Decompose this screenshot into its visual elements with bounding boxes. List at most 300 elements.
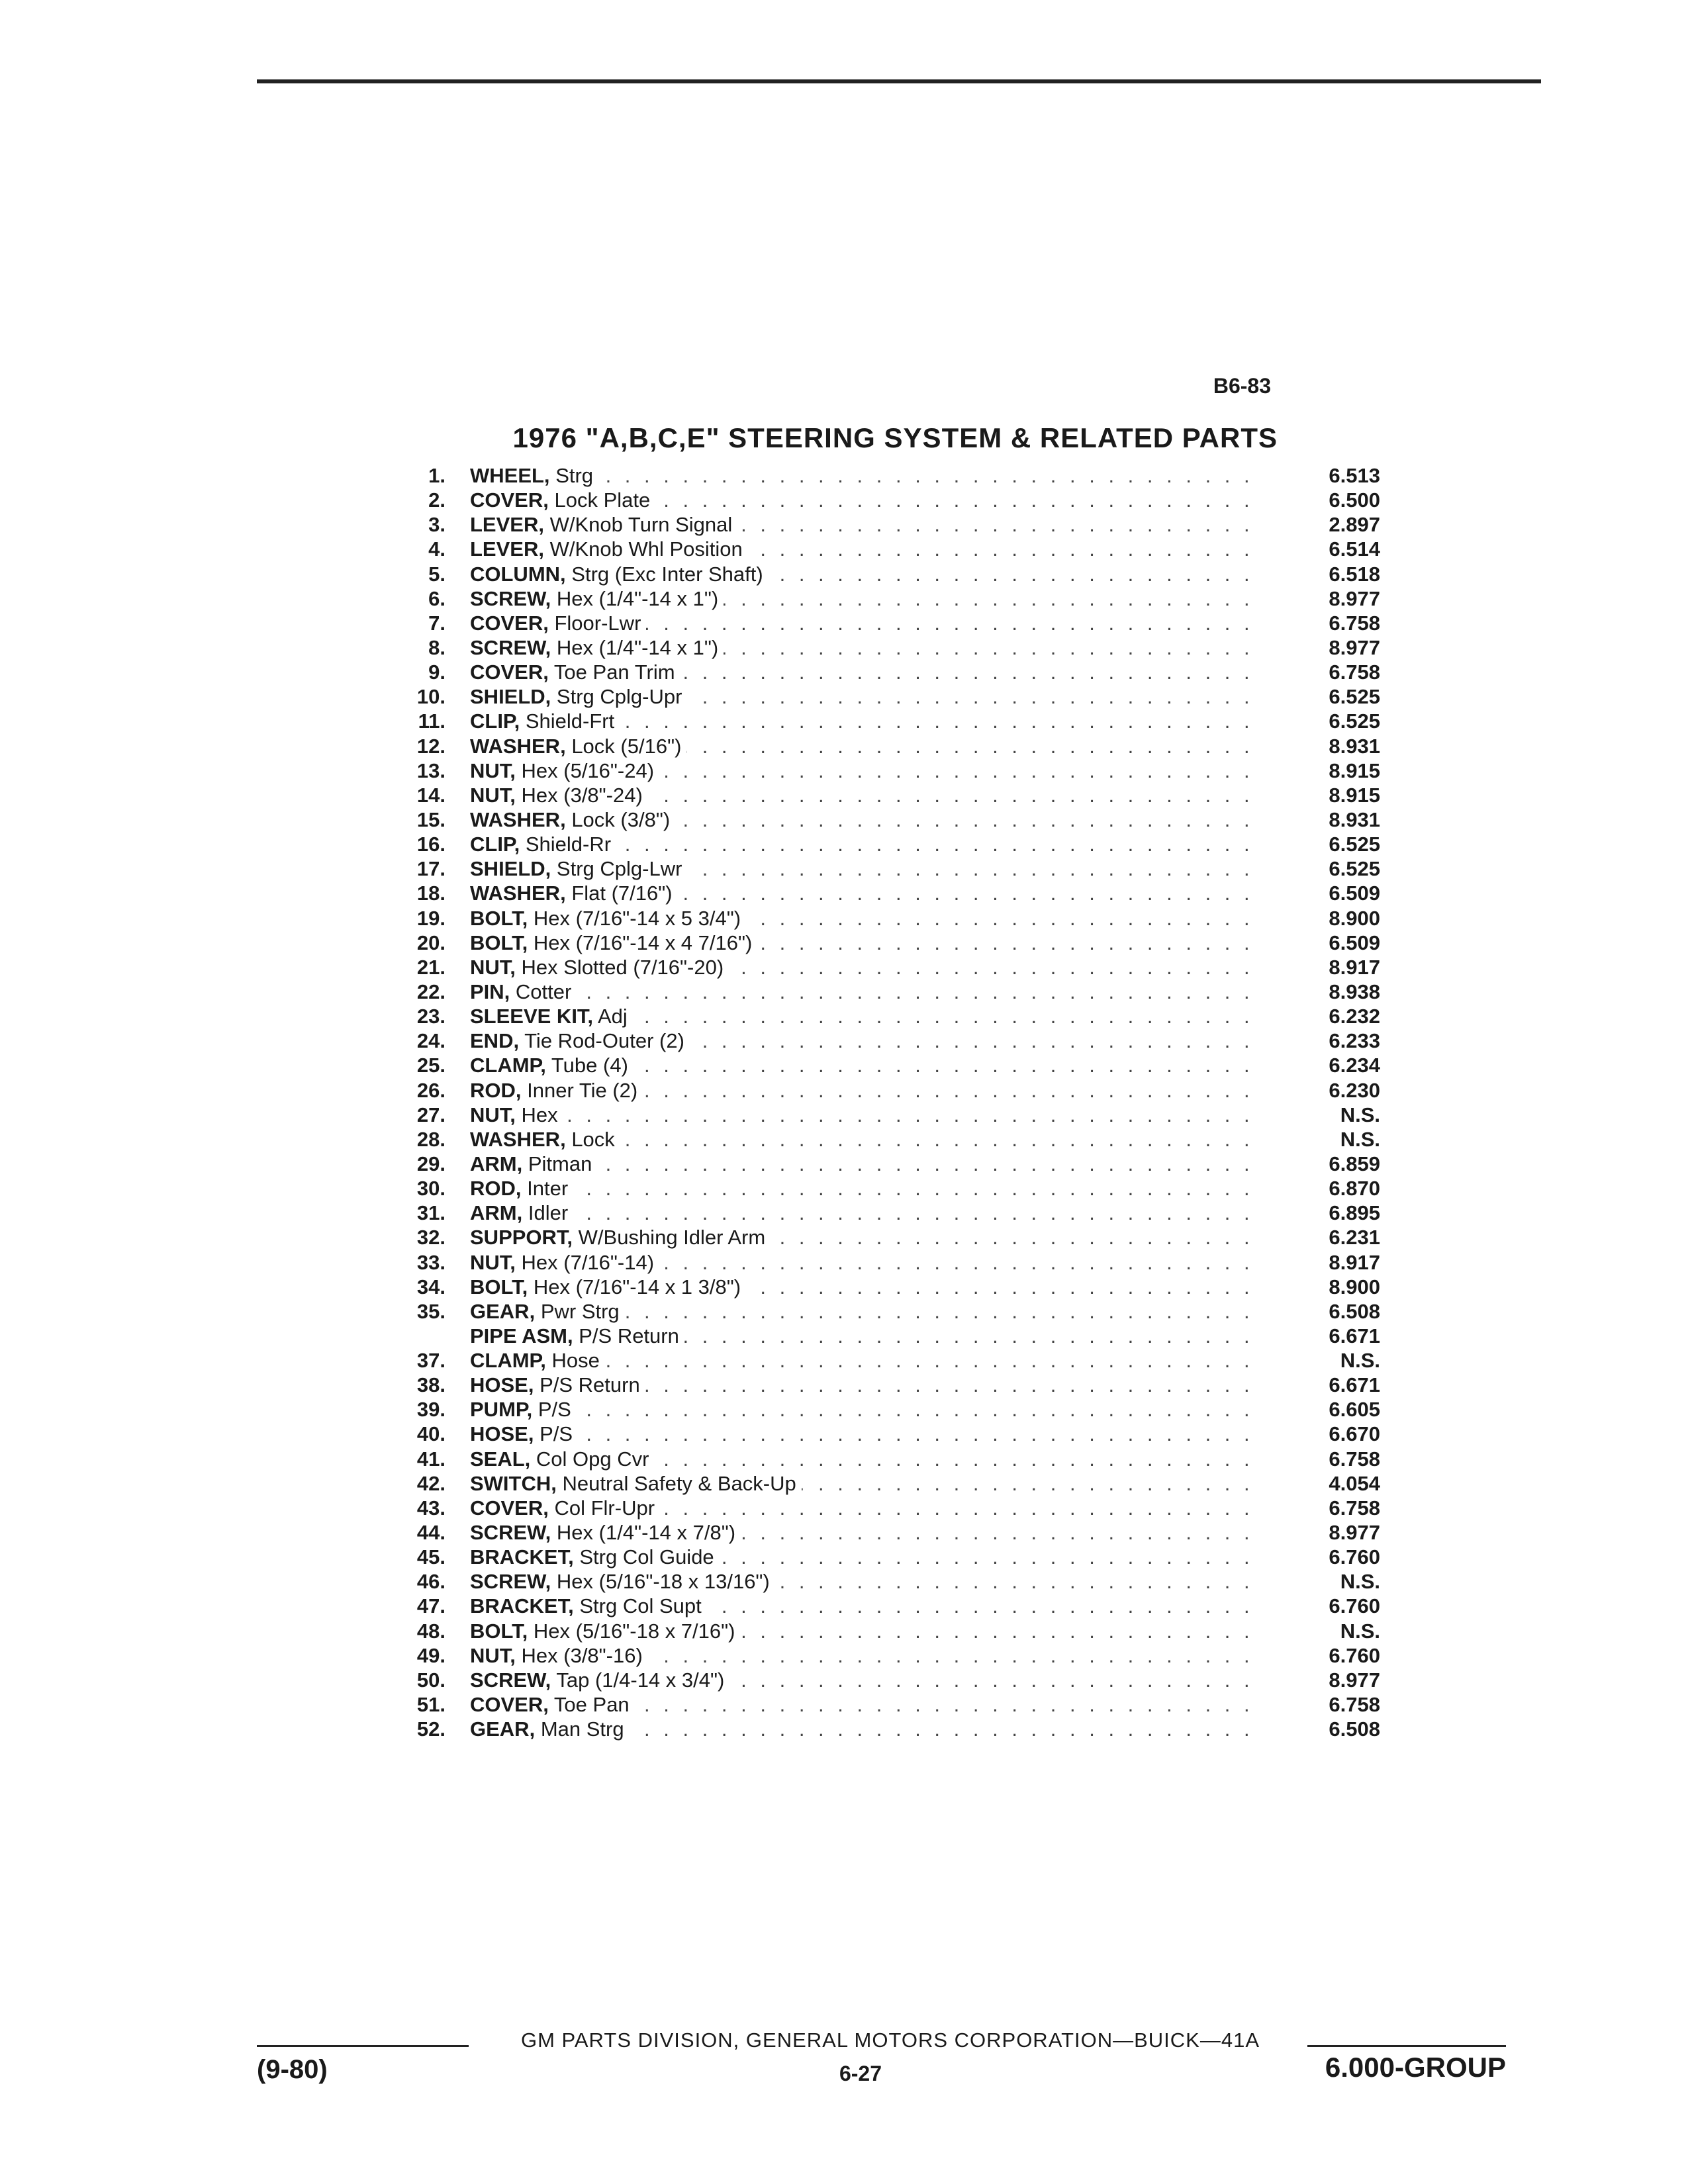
part-name: SCREW, — [470, 635, 551, 659]
part-group-number: 6.518 — [1329, 562, 1380, 586]
part-row — [387, 1471, 1380, 1496]
part-group-number: 8.900 — [1329, 1275, 1380, 1298]
part-number: 21. — [416, 955, 445, 979]
part-number: 22. — [416, 979, 445, 1003]
part-row — [387, 906, 1380, 931]
part-detail: Idler — [528, 1201, 569, 1225]
footer-division: GM PARTS DIVISION, GENERAL MOTORS CORPORATION—BUICK—41A — [520, 2028, 1260, 2052]
part-detail: P/S — [539, 1422, 573, 1446]
part-row — [387, 955, 1380, 979]
part-row — [387, 463, 1380, 488]
part-group-number: 6.234 — [1329, 1054, 1380, 1077]
part-detail: Cotter — [515, 979, 572, 1003]
part-description — [470, 1053, 1264, 1077]
footer-date: (9-80) — [257, 2055, 328, 2084]
part-row — [387, 1324, 1380, 1348]
part-row — [387, 1692, 1380, 1717]
part-number: 14. — [416, 783, 445, 807]
part-detail: Man Strg — [540, 1717, 624, 1741]
part-description — [470, 832, 1264, 856]
part-row — [387, 512, 1380, 537]
part-number: 32. — [416, 1226, 445, 1250]
part-name: SCREW, — [470, 1668, 551, 1692]
part-description — [470, 1692, 1264, 1717]
part-description-text — [470, 857, 687, 880]
part-detail: Col Flr-Upr — [554, 1496, 655, 1520]
part-group-number: 8.900 — [1329, 906, 1380, 930]
part-description — [470, 1397, 1264, 1422]
part-description-text — [470, 1398, 577, 1421]
part-description-text — [470, 1177, 573, 1200]
part-detail: Hex (7/16"-14) — [521, 1250, 655, 1274]
part-name: WASHER, — [470, 807, 566, 831]
part-name: WASHER, — [470, 734, 566, 758]
part-group-number: 8.931 — [1329, 807, 1380, 831]
part-group-number: 6.758 — [1329, 1693, 1380, 1717]
part-group-number: 6.760 — [1329, 1594, 1380, 1618]
part-name: SHIELD, — [470, 857, 551, 881]
part-detail: Hex (3/8"-16) — [521, 1643, 643, 1667]
part-group-number: 6.525 — [1329, 685, 1380, 709]
part-description-text — [470, 537, 748, 561]
part-description — [470, 1078, 1264, 1103]
part-detail: Adj — [597, 1005, 628, 1028]
footer-rule-right — [1307, 2045, 1506, 2047]
part-row — [387, 1201, 1380, 1225]
part-number: 15. — [416, 807, 445, 831]
part-detail: Strg — [555, 464, 594, 487]
part-row — [387, 709, 1380, 733]
part-number: 5. — [428, 562, 445, 586]
part-group-number: 6.230 — [1329, 1078, 1380, 1102]
part-number: 34. — [416, 1275, 445, 1298]
footer-rule-left — [257, 2045, 469, 2047]
part-description — [470, 1275, 1264, 1299]
part-description-text — [470, 1717, 630, 1741]
part-number: 30. — [416, 1177, 445, 1201]
part-row — [387, 1250, 1380, 1275]
part-description — [470, 635, 1264, 660]
part-row — [387, 562, 1380, 586]
part-description — [470, 1103, 1264, 1127]
part-group-number: 6.525 — [1329, 857, 1380, 881]
part-name: NUT, — [470, 758, 516, 782]
part-group-number: 6.670 — [1329, 1422, 1380, 1446]
part-description — [470, 1028, 1264, 1053]
part-row — [387, 1028, 1380, 1053]
part-description — [470, 1545, 1264, 1569]
part-description — [470, 1422, 1264, 1446]
part-row — [387, 807, 1380, 832]
part-number: 37. — [416, 1349, 445, 1373]
part-row — [387, 1668, 1380, 1692]
part-description-text — [470, 1545, 720, 1569]
part-group-number: 8.915 — [1329, 758, 1380, 782]
part-group-number: 6.509 — [1329, 931, 1380, 954]
part-description-text — [470, 1300, 625, 1323]
part-detail: Hex (5/16"-18 x 13/16") — [556, 1570, 770, 1594]
part-name: COVER, — [470, 611, 549, 635]
part-description — [470, 906, 1264, 931]
part-detail: P/S — [538, 1398, 571, 1422]
part-name: BOLT, — [470, 1619, 528, 1643]
part-group-number: 6.232 — [1329, 1005, 1380, 1028]
part-description-text — [470, 1201, 573, 1224]
part-group-number: 6.233 — [1329, 1029, 1380, 1053]
part-description-text — [470, 1324, 684, 1347]
part-description — [470, 463, 1264, 488]
part-name: NUT, — [470, 1250, 516, 1274]
part-detail: Hex (1/4"-14 x 1") — [556, 635, 719, 659]
part-row — [387, 1004, 1380, 1028]
part-detail: Hex (1/4"-14 x 1") — [556, 586, 719, 610]
part-row — [387, 488, 1380, 512]
part-row — [387, 1299, 1380, 1324]
part-group-number: 6.758 — [1329, 660, 1380, 684]
part-row — [387, 832, 1380, 856]
part-number: 48. — [416, 1619, 445, 1643]
part-description — [470, 856, 1264, 881]
part-detail: P/S Return — [539, 1373, 640, 1397]
part-name: END, — [470, 1029, 520, 1053]
part-description — [470, 537, 1264, 561]
leader-dots — [470, 979, 1264, 1004]
part-detail: Pwr Strg — [540, 1299, 620, 1323]
part-description-text — [470, 1251, 659, 1274]
part-row — [387, 1545, 1380, 1569]
part-group-number: 6.231 — [1329, 1226, 1380, 1250]
part-description-text — [470, 907, 746, 930]
part-detail: Shield-Frt — [525, 709, 615, 733]
part-name: PIPE ASM, — [470, 1324, 573, 1347]
part-group-number: 6.895 — [1329, 1201, 1380, 1225]
part-number: 44. — [416, 1521, 445, 1545]
part-description-text — [470, 1349, 605, 1372]
leader-dots — [470, 1103, 1264, 1127]
part-group-number: 4.054 — [1329, 1471, 1380, 1495]
leader-dots — [470, 1397, 1264, 1422]
part-detail: Col Opg Cvr — [536, 1447, 649, 1471]
part-group-number: 8.977 — [1329, 586, 1380, 610]
part-description-text — [470, 1644, 648, 1667]
part-detail: Hex Slotted (7/16"-20) — [521, 955, 724, 979]
part-name: SHIELD, — [470, 685, 551, 709]
part-row — [387, 979, 1380, 1004]
part-row — [387, 1373, 1380, 1397]
part-description-text — [470, 660, 680, 684]
part-description-text — [470, 1619, 740, 1643]
part-description — [470, 1324, 1264, 1348]
part-name: LEVER, — [470, 513, 544, 537]
part-number: 23. — [416, 1005, 445, 1028]
part-group-number: 6.758 — [1329, 611, 1380, 635]
part-number: 28. — [416, 1127, 445, 1151]
part-description — [470, 1496, 1264, 1520]
part-description — [470, 734, 1264, 758]
part-detail: Lock Plate — [554, 488, 651, 512]
part-description-text — [470, 587, 724, 610]
part-row — [387, 635, 1380, 660]
part-row — [387, 734, 1380, 758]
part-description-text — [470, 1373, 645, 1396]
part-row — [387, 1520, 1380, 1545]
part-group-number: 6.760 — [1329, 1545, 1380, 1569]
part-row — [387, 1397, 1380, 1422]
part-group-number: 8.917 — [1329, 955, 1380, 979]
part-detail: Inter — [527, 1177, 569, 1201]
part-description — [470, 562, 1264, 586]
part-description-text — [470, 488, 655, 512]
part-detail: P/S Return — [579, 1324, 679, 1347]
part-description — [470, 1225, 1264, 1250]
part-name: NUT, — [470, 1103, 516, 1126]
part-group-number: 6.671 — [1329, 1373, 1380, 1397]
part-row — [387, 1594, 1380, 1618]
part-name: ROD, — [470, 1078, 522, 1102]
part-detail: Hex (3/8"-24) — [521, 783, 643, 807]
part-description-text — [470, 636, 724, 659]
part-name: WASHER, — [470, 882, 566, 905]
part-description-text — [470, 882, 678, 905]
part-number: 19. — [416, 906, 445, 930]
part-detail: Hex (7/16"-14 x 5 3/4") — [533, 906, 741, 930]
part-description-text — [470, 1594, 707, 1617]
part-description — [470, 758, 1264, 783]
part-name: BRACKET, — [470, 1545, 574, 1569]
page-code: B6-83 — [1213, 374, 1271, 398]
part-detail: Shield-Rr — [525, 833, 612, 856]
part-name: ARM, — [470, 1201, 523, 1225]
part-row — [387, 931, 1380, 955]
part-row — [387, 881, 1380, 905]
part-number: 12. — [416, 734, 445, 758]
part-description — [470, 1004, 1264, 1028]
part-description-text — [470, 1226, 771, 1249]
part-row — [387, 1643, 1380, 1668]
part-detail: Neutral Safety & Back-Up — [562, 1471, 796, 1495]
part-description-text — [470, 1152, 597, 1175]
part-name: PUMP, — [470, 1398, 533, 1422]
part-number: 39. — [416, 1398, 445, 1422]
part-name: SCREW, — [470, 1570, 551, 1594]
part-description — [470, 1619, 1264, 1643]
part-detail: Tap (1/4-14 x 3/4") — [556, 1668, 725, 1692]
page-title: 1976 "A,B,C,E" STEERING SYSTEM & RELATED PARTS — [512, 422, 1278, 453]
part-name: COVER, — [470, 488, 549, 512]
part-number: 16. — [416, 833, 445, 856]
part-description-text — [470, 1570, 775, 1593]
part-number: 4. — [428, 537, 445, 561]
part-row — [387, 537, 1380, 561]
part-number: 8. — [428, 635, 445, 659]
leader-dots — [470, 1176, 1264, 1201]
part-number: 2. — [428, 488, 445, 512]
part-description — [470, 512, 1264, 537]
part-description — [470, 1176, 1264, 1201]
part-group-number: N.S. — [1340, 1349, 1380, 1373]
part-description-text — [470, 1472, 802, 1495]
part-detail: Toe Pan Trim — [553, 660, 675, 684]
part-description-text — [470, 513, 737, 536]
part-name: SWITCH, — [470, 1471, 557, 1495]
leader-dots — [470, 1422, 1264, 1446]
part-group-number: 6.508 — [1329, 1299, 1380, 1323]
part-description-text — [470, 563, 769, 586]
part-name: BOLT, — [470, 1275, 528, 1298]
part-name: ARM, — [470, 1152, 523, 1175]
part-description-text — [470, 956, 729, 979]
part-description-text — [470, 709, 620, 733]
part-number: 38. — [416, 1373, 445, 1397]
part-row — [387, 783, 1380, 807]
part-description — [470, 586, 1264, 611]
part-detail: W/Bushing Idler Arm — [578, 1226, 766, 1250]
part-name: HOSE, — [470, 1373, 534, 1397]
part-description — [470, 783, 1264, 807]
part-row — [387, 1619, 1380, 1643]
parts-list — [387, 463, 1380, 1741]
part-number: 17. — [416, 857, 445, 881]
part-name: CLAMP, — [470, 1054, 546, 1077]
part-detail: Strg Cplg-Lwr — [556, 857, 682, 881]
part-detail: Hex (1/4"-14 x 7/8") — [556, 1521, 736, 1545]
part-description — [470, 1348, 1264, 1373]
part-description-text — [470, 931, 757, 954]
part-group-number: 6.513 — [1329, 464, 1380, 487]
part-name: BRACKET, — [470, 1594, 574, 1618]
part-description — [470, 1668, 1264, 1692]
part-description — [470, 881, 1264, 905]
part-number: 31. — [416, 1201, 445, 1225]
part-description — [470, 955, 1264, 979]
part-name: NUT, — [470, 783, 516, 807]
part-name: BOLT, — [470, 906, 528, 930]
part-number: 41. — [416, 1447, 445, 1471]
part-name: BOLT, — [470, 931, 528, 954]
part-description — [470, 1373, 1264, 1397]
part-number: 26. — [416, 1078, 445, 1102]
part-row — [387, 1569, 1380, 1594]
part-number: 51. — [416, 1693, 445, 1717]
part-row — [387, 611, 1380, 635]
part-detail: Pitman — [528, 1152, 592, 1175]
part-number: 9. — [428, 660, 445, 684]
top-rule — [257, 79, 1541, 83]
part-row — [387, 1348, 1380, 1373]
part-group-number: 8.931 — [1329, 734, 1380, 758]
part-number: 33. — [416, 1250, 445, 1274]
part-group-number: 6.758 — [1329, 1496, 1380, 1520]
part-row — [387, 1496, 1380, 1520]
part-number: 29. — [416, 1152, 445, 1175]
part-detail: Strg Col Guide — [579, 1545, 714, 1569]
part-description-text — [470, 1668, 729, 1692]
part-detail: Hex (5/16"-18 x 7/16") — [533, 1619, 735, 1643]
part-description — [470, 709, 1264, 733]
part-row — [387, 1078, 1380, 1103]
part-detail: Hex (7/16"-14 x 1 3/8") — [533, 1275, 741, 1298]
part-number: 47. — [416, 1594, 445, 1618]
part-description — [470, 1127, 1264, 1152]
part-detail: Hex (5/16"-24) — [521, 758, 655, 782]
part-number: 45. — [416, 1545, 445, 1569]
part-name: COVER, — [470, 1693, 549, 1717]
part-name: COLUMN, — [470, 562, 566, 586]
part-description-text — [470, 1693, 635, 1716]
part-description-text — [470, 1029, 690, 1052]
part-row — [387, 1225, 1380, 1250]
part-number: 52. — [416, 1717, 445, 1741]
part-detail: Lock (3/8") — [571, 807, 671, 831]
part-group-number: N.S. — [1340, 1127, 1380, 1151]
part-description-text — [470, 1422, 578, 1445]
part-row — [387, 856, 1380, 881]
part-description-text — [470, 685, 687, 708]
part-name: CLAMP, — [470, 1349, 546, 1373]
part-description-text — [470, 464, 598, 487]
part-description — [470, 1250, 1264, 1275]
part-name: SLEEVE KIT, — [470, 1005, 594, 1028]
part-number: 40. — [416, 1422, 445, 1446]
part-group-number: 6.758 — [1329, 1447, 1380, 1471]
part-detail: Hose — [551, 1349, 600, 1373]
part-detail: W/Knob Turn Signal — [549, 513, 733, 537]
part-description-text — [470, 1103, 563, 1126]
part-detail: Strg Col Supt — [579, 1594, 702, 1618]
part-number: 10. — [416, 685, 445, 709]
part-group-number: N.S. — [1340, 1619, 1380, 1643]
part-group-number: 8.977 — [1329, 1521, 1380, 1545]
part-detail: W/Knob Whl Position — [549, 537, 743, 561]
part-name: COVER, — [470, 660, 549, 684]
part-number: 11. — [418, 709, 445, 733]
part-row — [387, 1103, 1380, 1127]
part-detail: Floor-Lwr — [554, 611, 641, 635]
part-description-text — [470, 1496, 660, 1520]
part-row — [387, 660, 1380, 684]
part-name: LEVER, — [470, 537, 544, 561]
part-number: 13. — [416, 758, 445, 782]
footer-page-number: 6-27 — [839, 2062, 882, 2085]
part-description-text — [470, 735, 686, 758]
part-row — [387, 1176, 1380, 1201]
part-detail: Flat (7/16") — [571, 882, 673, 905]
part-row — [387, 1422, 1380, 1446]
part-group-number: 6.760 — [1329, 1643, 1380, 1667]
footer-group: 6.000-GROUP — [1325, 2052, 1506, 2083]
part-row — [387, 1053, 1380, 1077]
part-description — [470, 1447, 1264, 1471]
part-group-number: 8.977 — [1329, 1668, 1380, 1692]
part-number: 42. — [416, 1471, 445, 1495]
part-detail: Lock — [571, 1127, 615, 1151]
part-description — [470, 660, 1264, 684]
part-name: WHEEL, — [470, 464, 550, 487]
part-detail: Hex — [521, 1103, 558, 1126]
part-description-text — [470, 1079, 643, 1102]
part-description-text — [470, 1521, 741, 1544]
part-group-number: 6.514 — [1329, 537, 1380, 561]
part-number: 20. — [416, 931, 445, 954]
part-row — [387, 1717, 1380, 1741]
part-number: 18. — [416, 882, 445, 905]
part-row — [387, 1275, 1380, 1299]
part-name: SCREW, — [470, 1521, 551, 1545]
part-description — [470, 1643, 1264, 1668]
part-name: COVER, — [470, 1496, 549, 1520]
part-detail: Inner Tie (2) — [527, 1078, 638, 1102]
part-group-number: 6.525 — [1329, 709, 1380, 733]
